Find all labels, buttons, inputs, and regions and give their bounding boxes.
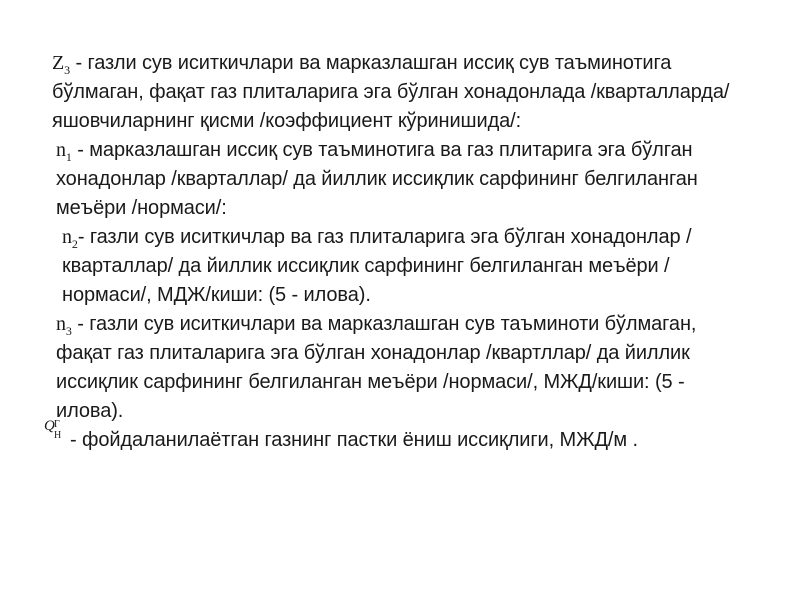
n1-text: - марказлашган иссиқ сув таъминотига ва газ плитарига эга бўлган хонадонлар /кварталлар/ да йиллик иссиқлик сарфининг белгиланган меъёри /нормаси/: [56, 139, 698, 219]
n3-symbol: n [56, 313, 66, 335]
document-text [44, 49, 742, 455]
n1-symbol: n [56, 139, 66, 161]
n3-subscript: 3 [65, 324, 72, 338]
n2-symbol: n [62, 226, 72, 248]
z3-text: - газли сув иситкичлари ва марказлашган иссиқ сув таъминотига бўлмаган, фақат газ плиталарига эга бўлган хонадонлада /кварталларда/ яшовчиларнинг қисми /коэффициент кўринишида/: [52, 52, 730, 132]
n3-text: - газли сув иситкичлари ва марказлашган сув таъминоти бўлмаган, фақат газ плиталарига эга бўлган хонадонлар /квартллар/ да йиллик иссиқлик сарфининг белгиланган меъёри /нормаси/, МЖД/киши: (5 - илова). [56, 313, 697, 422]
z3-symbol: Z [52, 52, 65, 74]
q-subscript: Н [54, 430, 62, 441]
q-text: - фойдаланилаётган газнинг пастки ёниш иссиқлиги, МЖД/м . [70, 429, 638, 451]
n2-text: - газли сув иситкичлар ва газ плиталарига эга бўлган хонадонлар /кварталлар/ да йиллик иссиқлик сарфининг белгиланган меъёри /нормаси/, МДЖ/киши: (5 - илова). [62, 226, 692, 306]
z3-subscript: 3 [64, 63, 71, 77]
definition-n2 [52, 223, 742, 310]
q-superscript: Г [54, 419, 60, 430]
q-formula [44, 418, 70, 446]
definition-n3 [52, 310, 742, 426]
definition-z3 [52, 49, 742, 136]
definition-q [44, 418, 742, 455]
n2-subscript: 2 [71, 237, 78, 251]
n1-subscript: 1 [65, 150, 72, 164]
definition-n1 [52, 136, 742, 223]
q-symbol: Q [44, 418, 55, 434]
